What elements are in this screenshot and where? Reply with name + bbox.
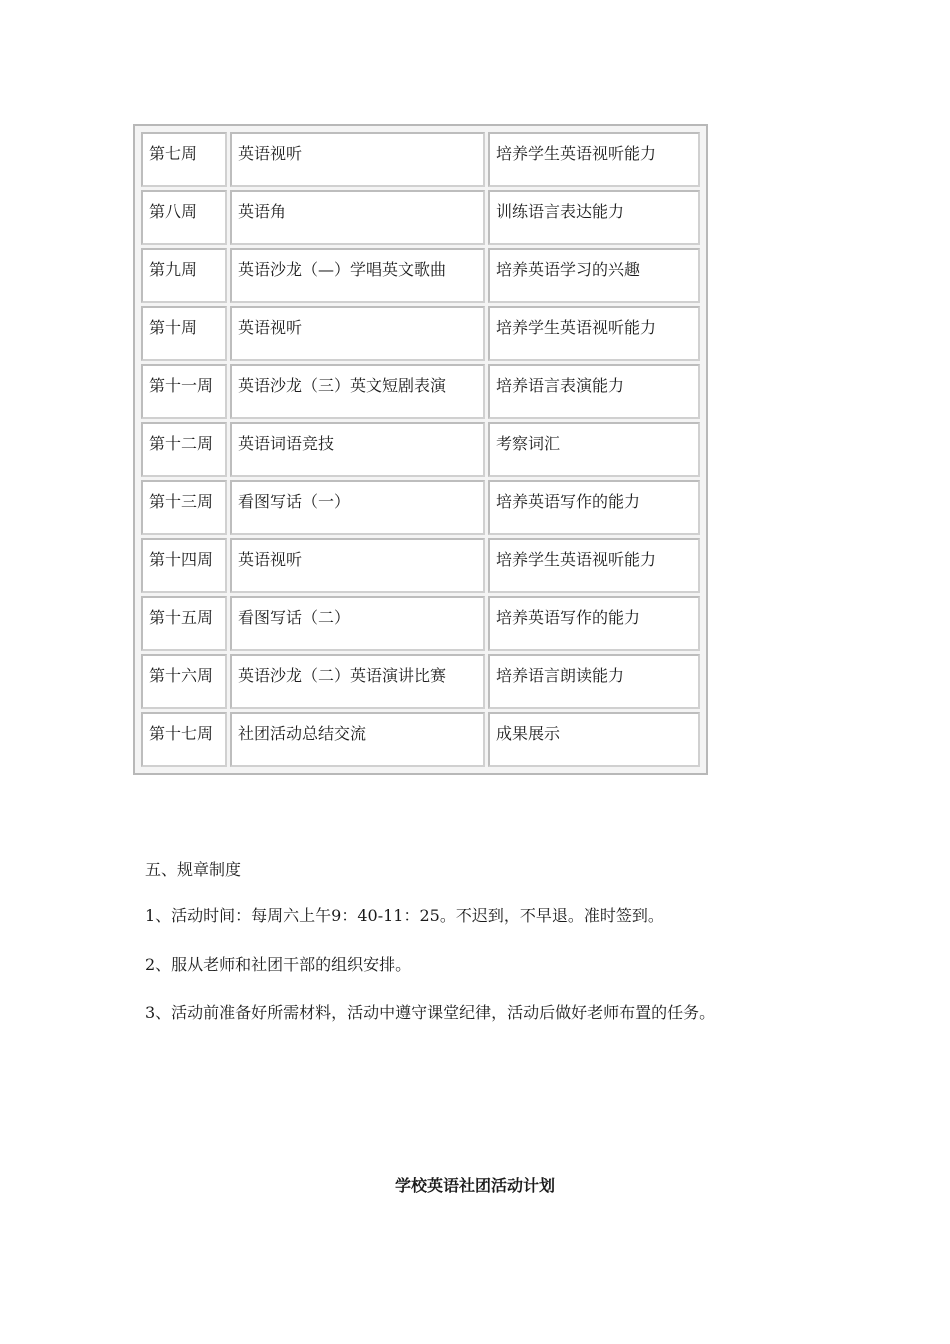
table-row [141, 538, 700, 593]
table-row [141, 306, 700, 361]
activity-cell: 英语视听 [230, 132, 485, 187]
goal-cell: 培养学生英语视听能力 [488, 306, 700, 361]
activity-cell: 英语沙龙（三）英文短剧表演 [230, 364, 485, 419]
week-cell: 第九周 [141, 248, 227, 303]
table-row [141, 480, 700, 535]
activity-cell: 看图写话（一） [230, 480, 485, 535]
table-row [141, 248, 700, 303]
table-row [141, 190, 700, 245]
table-row [141, 132, 700, 187]
table-row [141, 364, 700, 419]
goal-cell: 考察词汇 [488, 422, 700, 477]
schedule-body [141, 132, 700, 767]
table-row [141, 422, 700, 477]
activity-cell: 英语视听 [230, 306, 485, 361]
goal-cell: 成果展示 [488, 712, 700, 767]
rule-item-3: 3、活动前准备好所需材料，活动中遵守课堂纪律，活动后做好老师布置的任务。 [145, 1003, 716, 1022]
goal-cell: 培养学生英语视听能力 [488, 132, 700, 187]
week-cell: 第七周 [141, 132, 227, 187]
goal-cell: 培养英语学习的兴趣 [488, 248, 700, 303]
goal-cell: 培养英语写作的能力 [488, 596, 700, 651]
goal-cell: 训练语言表达能力 [488, 190, 700, 245]
activity-cell: 社团活动总结交流 [230, 712, 485, 767]
week-cell: 第十五周 [141, 596, 227, 651]
week-cell: 第八周 [141, 190, 227, 245]
activity-cell: 英语沙龙（二）英语演讲比赛 [230, 654, 485, 709]
rule-item-2: 2、服从老师和社团干部的组织安排。 [145, 955, 412, 974]
week-cell: 第十二周 [141, 422, 227, 477]
activity-schedule-table [133, 124, 708, 775]
goal-cell: 培养语言朗读能力 [488, 654, 700, 709]
week-cell: 第十六周 [141, 654, 227, 709]
table-row [141, 596, 700, 651]
table-row [141, 654, 700, 709]
goal-cell: 培养学生英语视听能力 [488, 538, 700, 593]
activity-cell: 英语视听 [230, 538, 485, 593]
goal-cell: 培养语言表演能力 [488, 364, 700, 419]
activity-cell: 英语沙龙（—）学唱英文歌曲 [230, 248, 485, 303]
document-title: 学校英语社团活动计划 [394, 1176, 555, 1195]
rules-heading: 五、规章制度 [145, 860, 242, 879]
table-row [141, 712, 700, 767]
goal-cell: 培养英语写作的能力 [488, 480, 700, 535]
week-cell: 第十七周 [141, 712, 227, 767]
week-cell: 第十一周 [141, 364, 227, 419]
week-cell: 第十周 [141, 306, 227, 361]
activity-cell: 看图写话（二） [230, 596, 485, 651]
week-cell: 第十三周 [141, 480, 227, 535]
activity-cell: 英语角 [230, 190, 485, 245]
week-cell: 第十四周 [141, 538, 227, 593]
rule-item-1: 1、活动时间：每周六上午9：40-11：25。不迟到，不早退。准时签到。 [145, 906, 664, 925]
activity-cell: 英语词语竞技 [230, 422, 485, 477]
